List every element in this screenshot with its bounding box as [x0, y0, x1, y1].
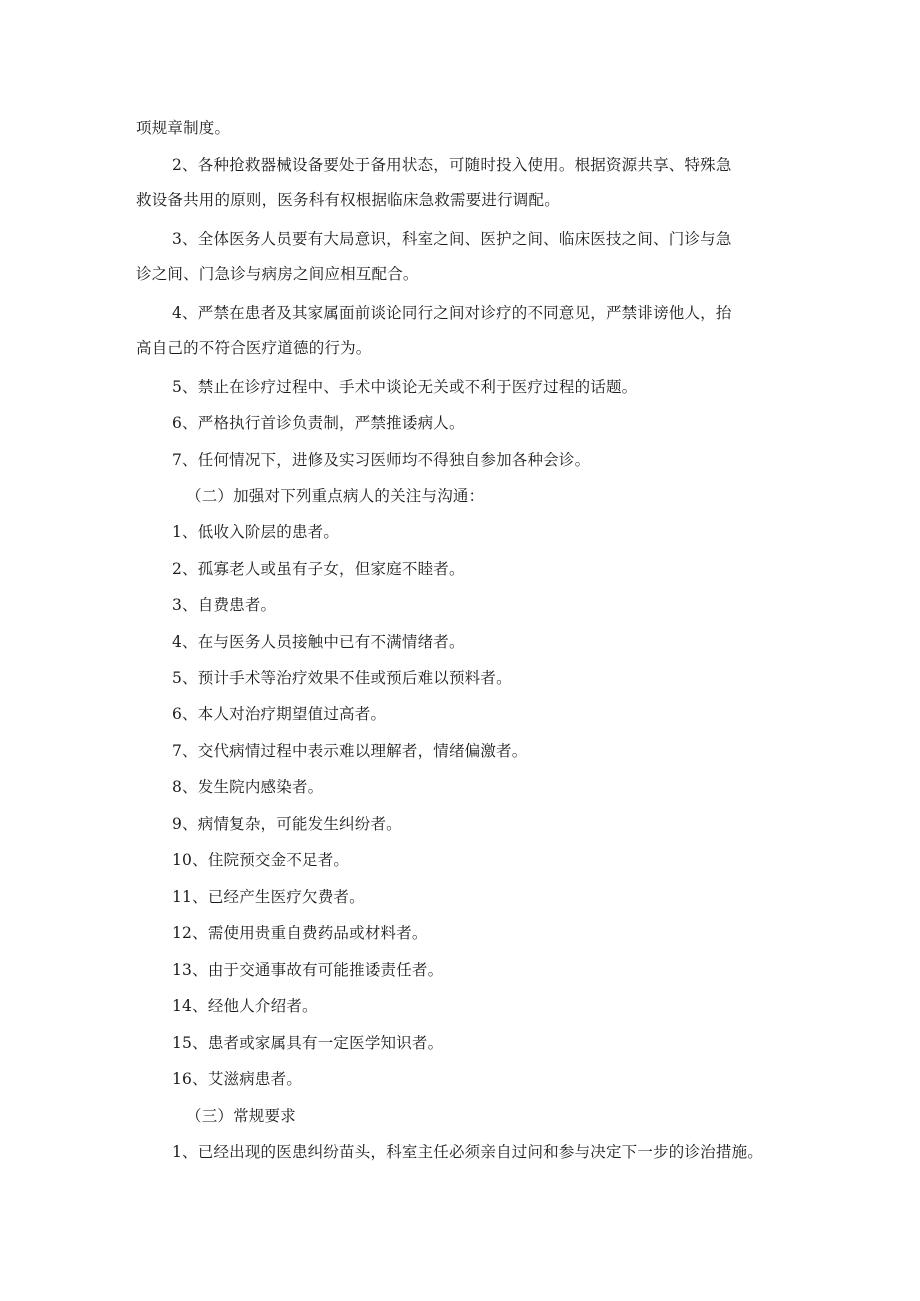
- patient-item-2: 2、孤寡老人或虽有子女，但家庭不睦者。: [172, 560, 465, 578]
- item-4-line-1: 4、严禁在患者及其家属面前谈论同行之间对诊疗的不同意见，严禁诽谤他人，抬: [172, 304, 732, 322]
- item-2-line-2: 救设备共用的原则，医务科有权根据临床急救需要进行调配。: [136, 191, 560, 209]
- patient-item-3: 3、自费患者。: [172, 596, 277, 614]
- patient-item-7: 7、交代病情过程中表示难以理解者，情绪偏激者。: [172, 742, 528, 760]
- item-7: 7、任何情况下，进修及实习医师均不得独自参加各种会诊。: [172, 451, 591, 469]
- patient-item-11: 11、已经产生医疗欠费者。: [172, 888, 365, 906]
- item-3-line-1: 3、全体医务人员要有大局意识，科室之间、医护之间、临床医技之间、门诊与急: [172, 230, 732, 248]
- patient-item-8: 8、发生院内感染者。: [172, 778, 324, 796]
- requirement-item-1: 1、已经出现的医患纠纷苗头，科室主任必须亲自过问和参与决定下一步的诊治措施。: [172, 1143, 763, 1161]
- patient-item-15: 15、患者或家属具有一定医学知识者。: [172, 1034, 444, 1052]
- patient-item-13: 13、由于交通事故有可能推诿责任者。: [172, 961, 444, 979]
- section-heading-2: （二）加强对下列重点病人的关注与沟通：: [186, 487, 485, 505]
- patient-item-5: 5、预计手术等治疗效果不佳或预后难以预料者。: [172, 669, 512, 687]
- item-3-line-2: 诊之间、门急诊与病房之间应相互配合。: [136, 265, 419, 283]
- section-heading-3: （三）常规要求: [186, 1107, 296, 1125]
- patient-item-6: 6、本人对治疗期望值过高者。: [172, 705, 387, 723]
- patient-item-9: 9、病情复杂，可能发生纠纷者。: [172, 815, 402, 833]
- patient-item-4: 4、在与医务人员接触中已有不满情绪者。: [172, 633, 465, 651]
- patient-item-16: 16、艾滋病患者。: [172, 1070, 303, 1088]
- patient-item-12: 12、需使用贵重自费药品或材料者。: [172, 924, 428, 942]
- patient-item-10: 10、住院预交金不足者。: [172, 851, 350, 869]
- item-6: 6、严格执行首诊负责制，严禁推诿病人。: [172, 414, 465, 432]
- item-5: 5、禁止在诊疗过程中、手术中谈论无关或不利于医疗过程的话题。: [172, 378, 638, 396]
- paragraph-continuation: 项规章制度。: [136, 119, 231, 137]
- patient-item-14: 14、经他人介绍者。: [172, 997, 318, 1015]
- item-4-line-2: 高自己的不符合医疗道德的行为。: [136, 339, 372, 357]
- item-2-line-1: 2、各种抢救器械设备要处于备用状态，可随时投入使用。根据资源共享、特殊急: [172, 156, 732, 174]
- patient-item-1: 1、低收入阶层的患者。: [172, 523, 340, 541]
